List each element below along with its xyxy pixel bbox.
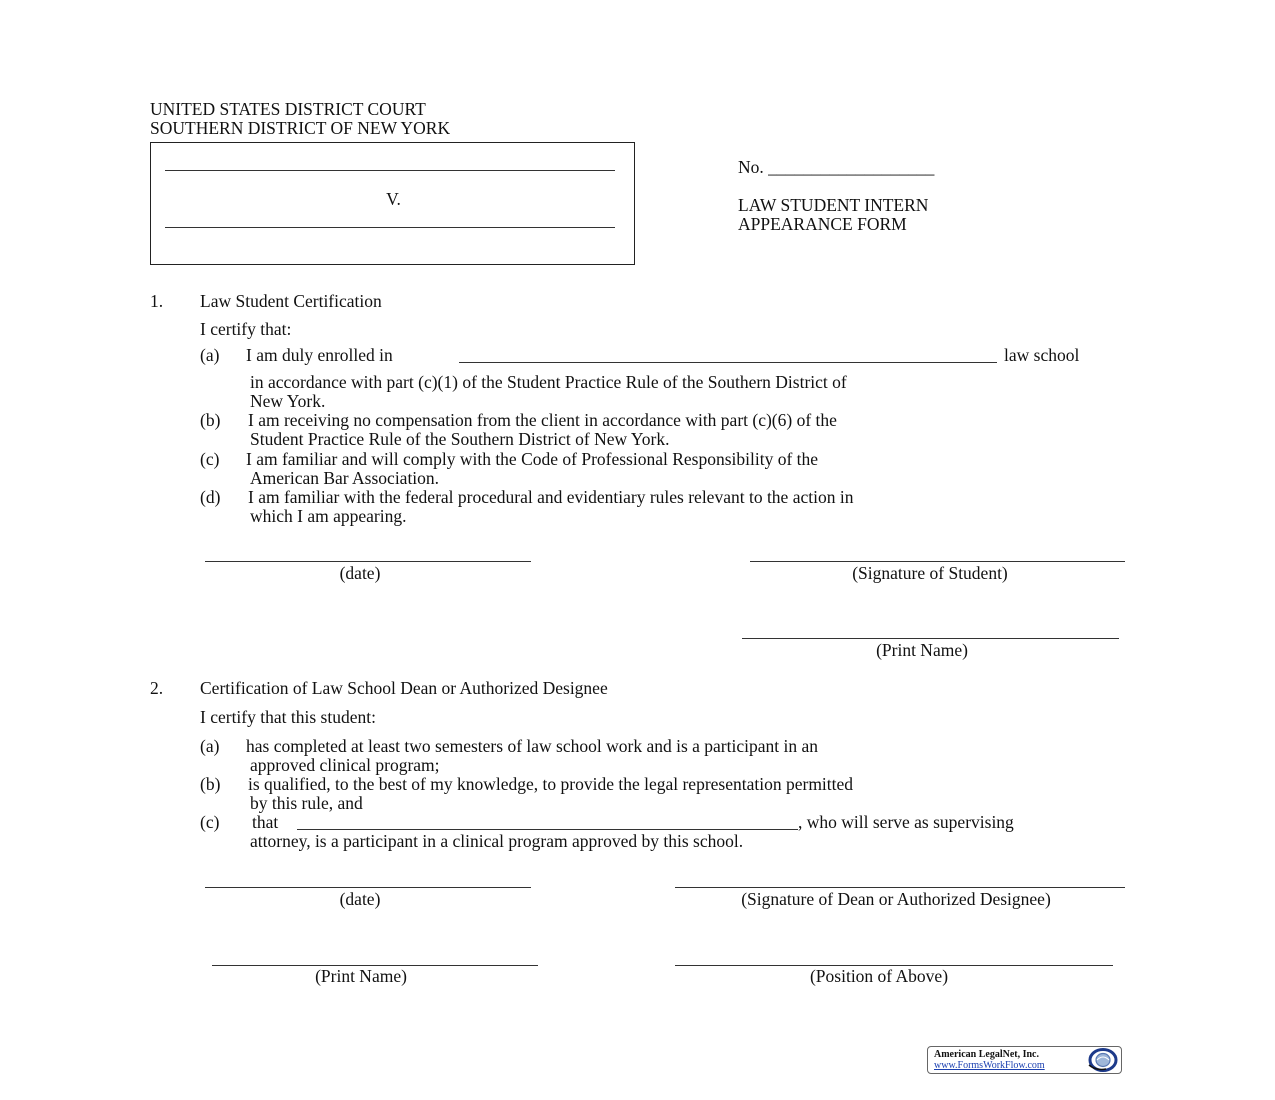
section1-item-a-text: I am duly enrolled in <box>246 345 393 365</box>
section1-item-c-line2: American Bar Association. <box>250 468 440 488</box>
publisher-name: American LegalNet, Inc. <box>934 1049 1039 1060</box>
student-date-label: (date) <box>339 563 381 583</box>
section1-item-c-line1: I am familiar and will comply with the Code of Professional Responsibility of the <box>246 449 819 469</box>
dean-position-label: (Position of Above) <box>809 966 949 986</box>
section2-item-c-prefix: that <box>252 812 279 832</box>
section2-item-b-line2: by this rule, and <box>250 793 363 813</box>
section1-number: 1. <box>150 291 164 311</box>
dean-signature-label: (Signature of Dean or Authorized Designee) <box>741 889 1051 909</box>
student-signature-blank[interactable] <box>750 561 1125 562</box>
student-print-name-label: (Print Name) <box>876 640 968 660</box>
section2-item-a-line2: approved clinical program; <box>250 755 440 775</box>
section2-item-c-suffix: , who will serve as supervising <box>798 812 1014 832</box>
versus-label: V. <box>386 189 401 209</box>
publisher-link[interactable]: www.FormsWorkFlow.com <box>934 1060 1045 1071</box>
court-name-line1: UNITED STATES DISTRICT COURT <box>150 99 426 119</box>
section1-item-b-line2: Student Practice Rule of the Southern District of New York. <box>250 429 670 449</box>
court-name-line2: SOUTHERN DISTRICT OF NEW YORK <box>150 118 451 138</box>
section1-item-d-marker: (d) <box>200 487 221 507</box>
student-date-blank[interactable] <box>205 561 531 562</box>
section1-item-d-line1: I am familiar with the federal procedural and evidentiary rules relevant to the action in <box>248 487 854 507</box>
section1-item-b-line1: I am receiving no compensation from the client in accordance with part (c)(6) of the <box>248 410 837 430</box>
law-school-blank[interactable] <box>459 362 997 363</box>
form-title-line2: APPEARANCE FORM <box>738 214 907 234</box>
section1-item-d-line2: which I am appearing. <box>250 506 407 526</box>
student-signature-label: (Signature of Student) <box>852 563 1008 583</box>
section2-item-a-line1: has completed at least two semesters of law school work and is a participant in an <box>246 736 818 756</box>
section1-title: Law Student Certification <box>200 291 382 311</box>
plaintiff-blank[interactable] <box>165 170 615 171</box>
section1-item-a-line3: New York. <box>250 391 326 411</box>
case-caption-box <box>150 142 635 265</box>
publisher-logo[interactable] <box>927 1046 1122 1074</box>
case-number-field[interactable]: No. ___________________ <box>738 157 935 177</box>
section2-item-b-marker: (b) <box>200 774 221 794</box>
section2-item-c-marker: (c) <box>200 812 220 832</box>
form-title-line1: LAW STUDENT INTERN <box>738 195 929 215</box>
section1-item-a-marker: (a) <box>200 345 220 365</box>
section2-item-c-line2: attorney, is a participant in a clinical program approved by this school. <box>250 831 744 851</box>
section2-number: 2. <box>150 678 164 698</box>
supervising-attorney-blank[interactable] <box>297 829 798 830</box>
dean-print-name-label: (Print Name) <box>315 966 407 986</box>
section1-item-a-line2: in accordance with part (c)(1) of the Student Practice Rule of the Southern District of <box>250 372 847 392</box>
section2-item-a-marker: (a) <box>200 736 220 756</box>
section2-title: Certification of Law School Dean or Authorized Designee <box>200 678 608 698</box>
section2-item-b-line1: is qualified, to the best of my knowledge, to provide the legal representation permitted <box>248 774 854 794</box>
defendant-blank[interactable] <box>165 227 615 228</box>
section1-intro: I certify that: <box>200 319 292 339</box>
section1-item-a-suffix: law school <box>1004 345 1080 365</box>
student-print-name-blank[interactable] <box>742 638 1119 639</box>
section2-intro: I certify that this student: <box>200 707 376 727</box>
globe-icon <box>1086 1048 1118 1072</box>
dean-signature-blank[interactable] <box>675 887 1125 888</box>
section1-item-c-marker: (c) <box>200 449 220 469</box>
section1-item-b-marker: (b) <box>200 410 221 430</box>
dean-date-label: (date) <box>339 889 381 909</box>
dean-date-blank[interactable] <box>205 887 531 888</box>
